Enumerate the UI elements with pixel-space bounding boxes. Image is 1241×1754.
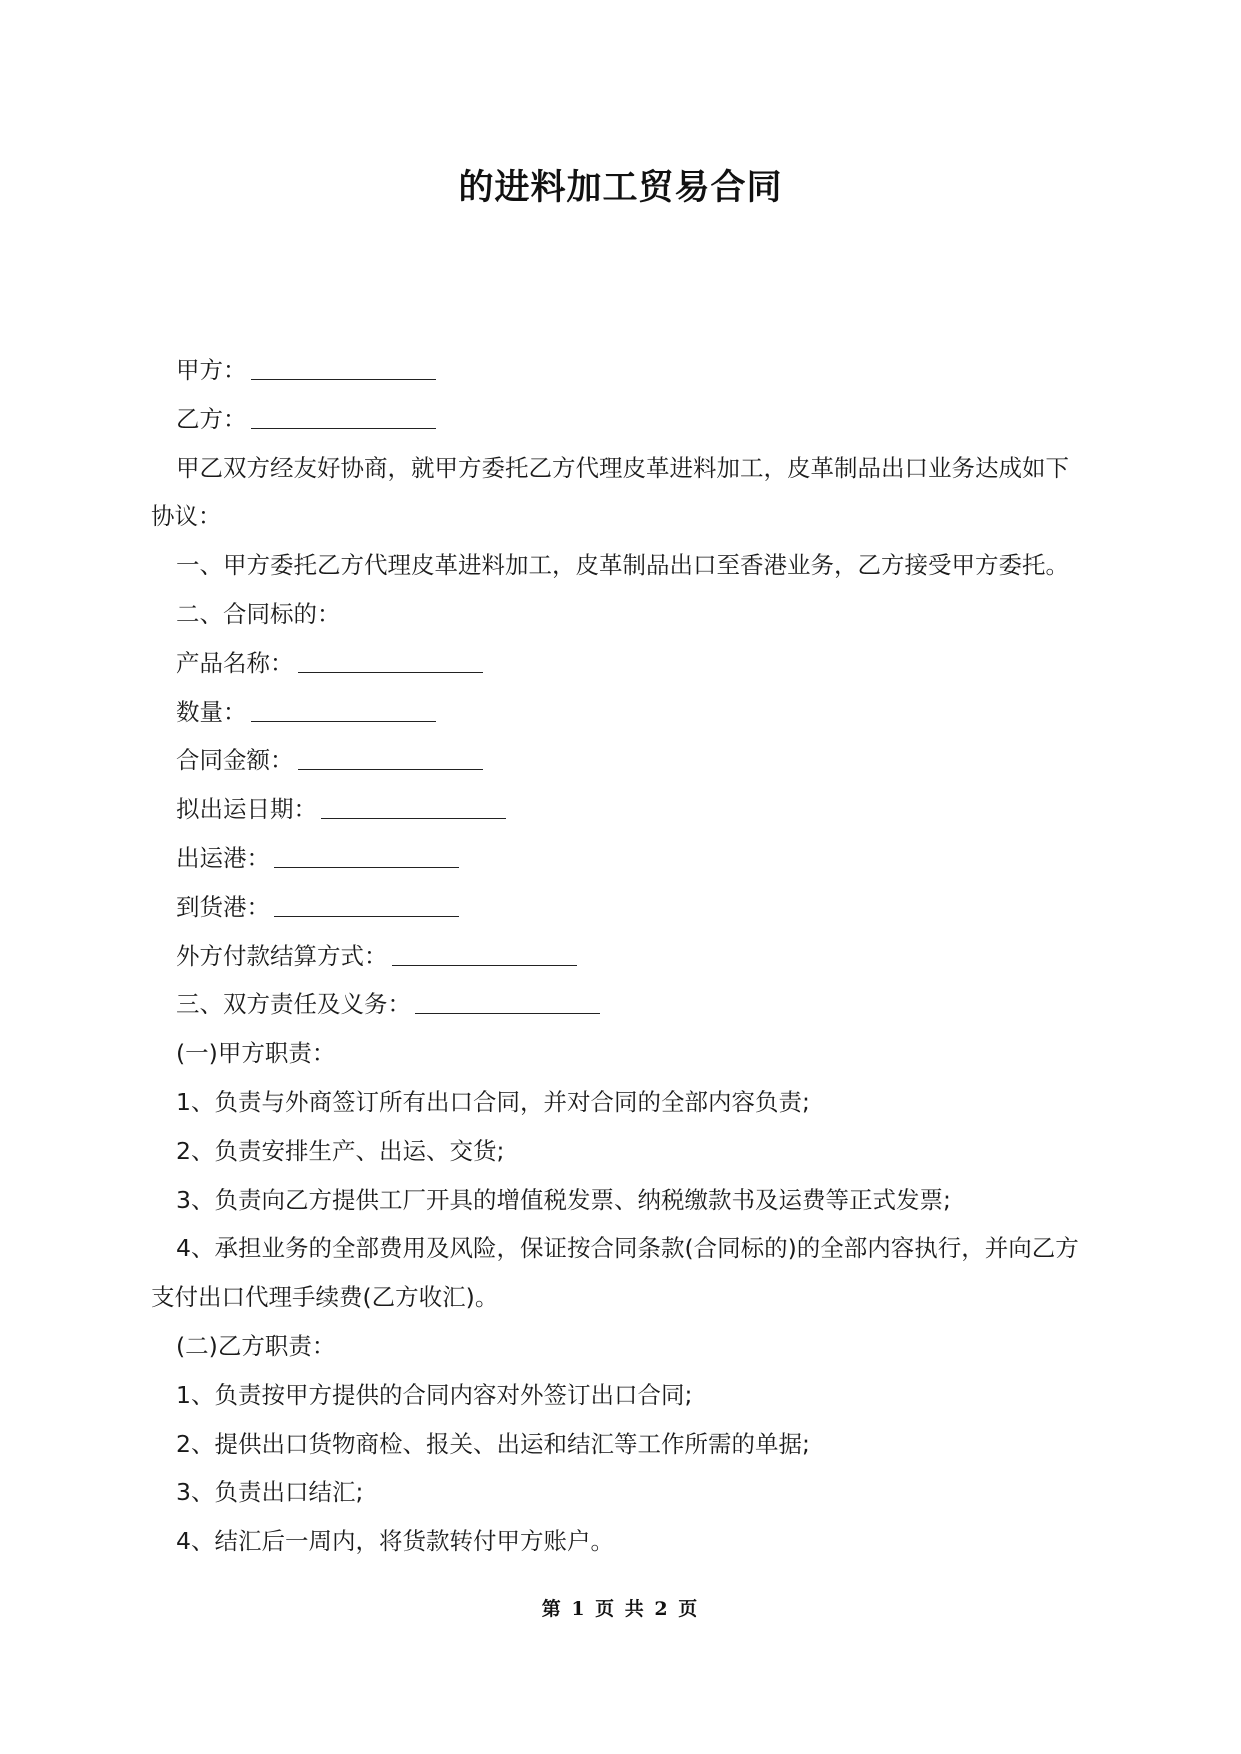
party-b-duty-item: 1、负责按甲方提供的合同内容对外签订出口合同;: [176, 1380, 693, 1409]
port-of-loading-blank: [274, 866, 459, 868]
clause-2-heading: 二、合同标的：: [176, 599, 341, 628]
port-of-destination-line: [151, 883, 1091, 932]
product-name-line: [151, 639, 1091, 688]
clause-3-line: [151, 980, 1091, 1029]
party-a-duty-item: 2、负责安排生产、出运、交货;: [176, 1136, 505, 1165]
shipping-date-blank: [321, 817, 506, 819]
payment-method-blank: [392, 964, 577, 966]
intro-paragraph: 甲乙双方经友好协商，就甲方委托乙方代理皮革进料加工，皮革制品出口业务达成如下协议：: [151, 453, 1069, 531]
party-b-duties-heading: (二)乙方职责：: [176, 1331, 336, 1360]
page-number-footer: 第 1 页 共 2 页: [541, 1598, 700, 1620]
party-a-duties-heading: (一)甲方职责：: [176, 1039, 336, 1068]
contract-amount-line: [151, 736, 1091, 785]
party-b-line: [151, 395, 1091, 444]
party-b-blank: [251, 427, 436, 429]
party-a-line: [151, 346, 1091, 395]
document-title: 的进料加工贸易合同: [458, 168, 783, 208]
party-b-label: 乙方：: [176, 404, 247, 433]
port-of-loading-line: [151, 834, 1091, 883]
contract-amount-blank: [298, 768, 483, 770]
party-b-duty-item: 2、提供出口货物商检、报关、出运和结汇等工作所需的单据;: [176, 1429, 810, 1458]
clause-3-heading: 三、双方责任及义务：: [176, 990, 411, 1019]
contract-amount-label: 合同金额：: [176, 746, 294, 775]
quantity-label: 数量：: [176, 697, 247, 726]
party-b-duty-item: 3、负责出口结汇;: [176, 1478, 364, 1507]
product-name-label: 产品名称：: [176, 648, 294, 677]
party-a-duty-item: 1、负责与外商签订所有出口合同，并对合同的全部内容负责;: [176, 1087, 810, 1116]
party-a-label: 甲方：: [176, 356, 247, 384]
clause-1: 一、甲方委托乙方代理皮革进料加工，皮革制品出口至香港业务，乙方接受甲方委托。: [176, 551, 1069, 580]
party-b-duty-item: 4、结汇后一周内，将货款转付甲方账户。: [176, 1527, 614, 1556]
shipping-date-line: [151, 785, 1091, 834]
party-a-duty-item: 4、承担业务的全部费用及风险，保证按合同条款(合同标的)的全部内容执行，并向乙方支付出口代理手续费(乙方收汇)。: [151, 1234, 1079, 1312]
payment-method-line: [151, 932, 1091, 981]
quantity-line: [151, 688, 1091, 737]
port-of-destination-blank: [274, 915, 459, 917]
product-name-blank: [298, 671, 483, 673]
party-a-blank: [251, 378, 436, 380]
shipping-date-label: 拟出运日期：: [176, 795, 317, 824]
clause-3-blank: [415, 1012, 600, 1014]
quantity-blank: [251, 720, 436, 722]
payment-method-label: 外方付款结算方式：: [176, 941, 388, 970]
port-of-destination-label: 到货港：: [176, 892, 270, 921]
party-a-duty-item: 3、负责向乙方提供工厂开具的增值税发票、纳税缴款书及运费等正式发票;: [176, 1185, 951, 1214]
port-of-loading-label: 出运港：: [176, 843, 270, 872]
document-body: [151, 346, 1091, 1566]
